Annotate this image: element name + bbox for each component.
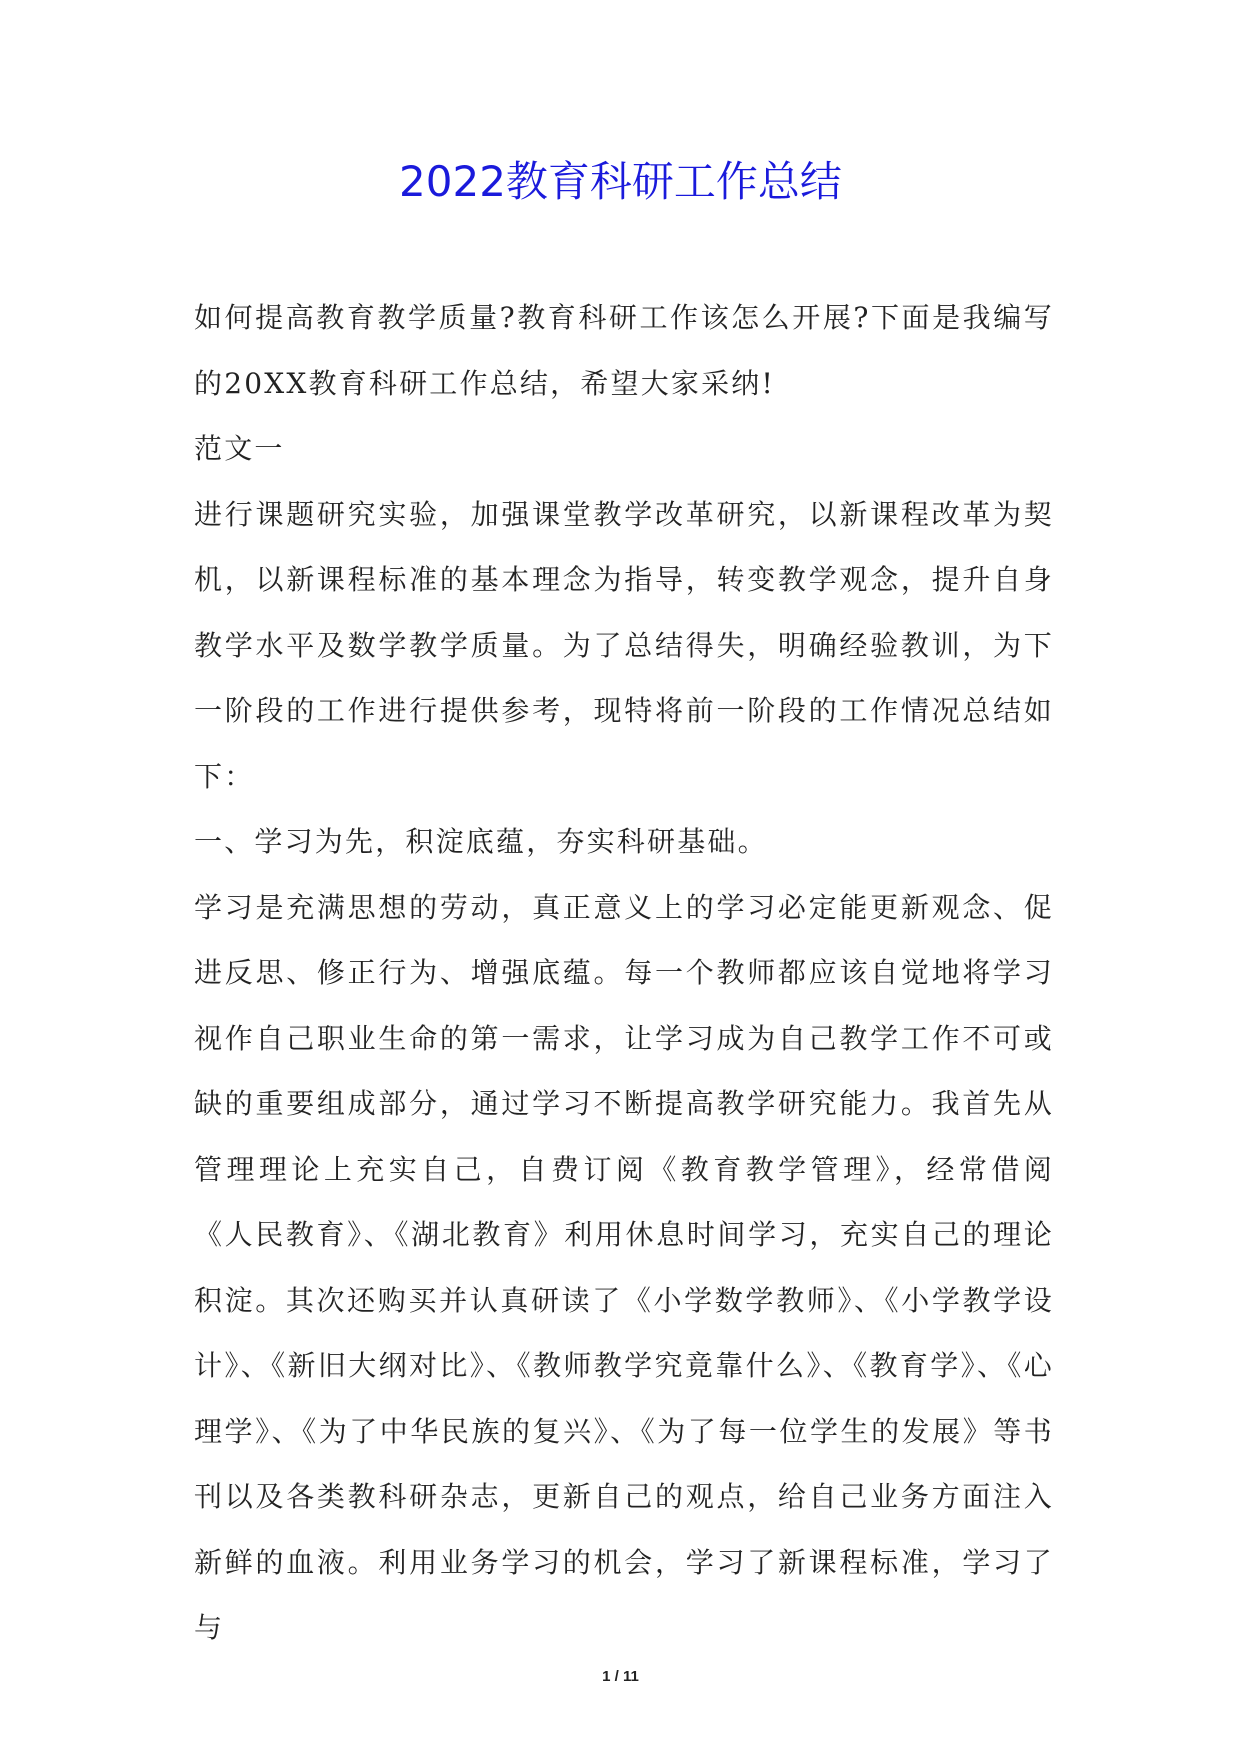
paragraph-section-one-body: 学习是充满思想的劳动，真正意义上的学习必定能更新观念、促进反思、修正行为、增强底蕴。每一个教师都应该自觉地将学习视作自己职业生命的第一需求，让学习成为自己教学工作不可或缺的重要组成部分，通过学习不断提高教学研究能力。我首先从管理理论上充实自己，自费订阅《教育教学管理》，经常借阅《人民教育》、《湖北教育》利用休息时间学习，充实自己的理论积淀。其次还购买并认真研读了《小学数学教师》、《小学教学设计》、《新旧大纲对比》、《教师教学究竟靠什么》、《教育学》、《心理学》、《为了中华民族的复兴》、《为了每一位学生的发展》等书刊以及各类教科研杂志，更新自己的观点，给自己业务方面注入新鲜的血液。利用业务学习的机会，学习了新课程标准，学习了与 xyxy=(194,890,1054,1644)
paragraph-section-one-heading: 一、学习为先，积淀底蕴，夯实科研基础。 xyxy=(194,825,768,858)
paragraph-overview: 进行课题研究实验，加强课堂教学改革研究，以新课程改革为契机，以新课程标准的基本理念为指导，转变教学观念，提升自身教学水平及数学教学质量。为了总结得失，明确经验教训，为下一阶段的工作进行提供参考，现特将前一阶段的工作情况总结如下： xyxy=(194,497,1054,793)
document-body xyxy=(194,285,1054,1661)
page-number: 1 / 11 xyxy=(602,1668,639,1685)
paragraph-sample-heading: 范文一 xyxy=(194,432,285,465)
document-title: 2022教育科研工作总结 xyxy=(399,157,842,206)
paragraph-intro: 如何提高教育教学质量?教育科研工作该怎么开展?下面是我编写的20XX教育科研工作总结，希望大家采纳! xyxy=(194,301,1054,400)
